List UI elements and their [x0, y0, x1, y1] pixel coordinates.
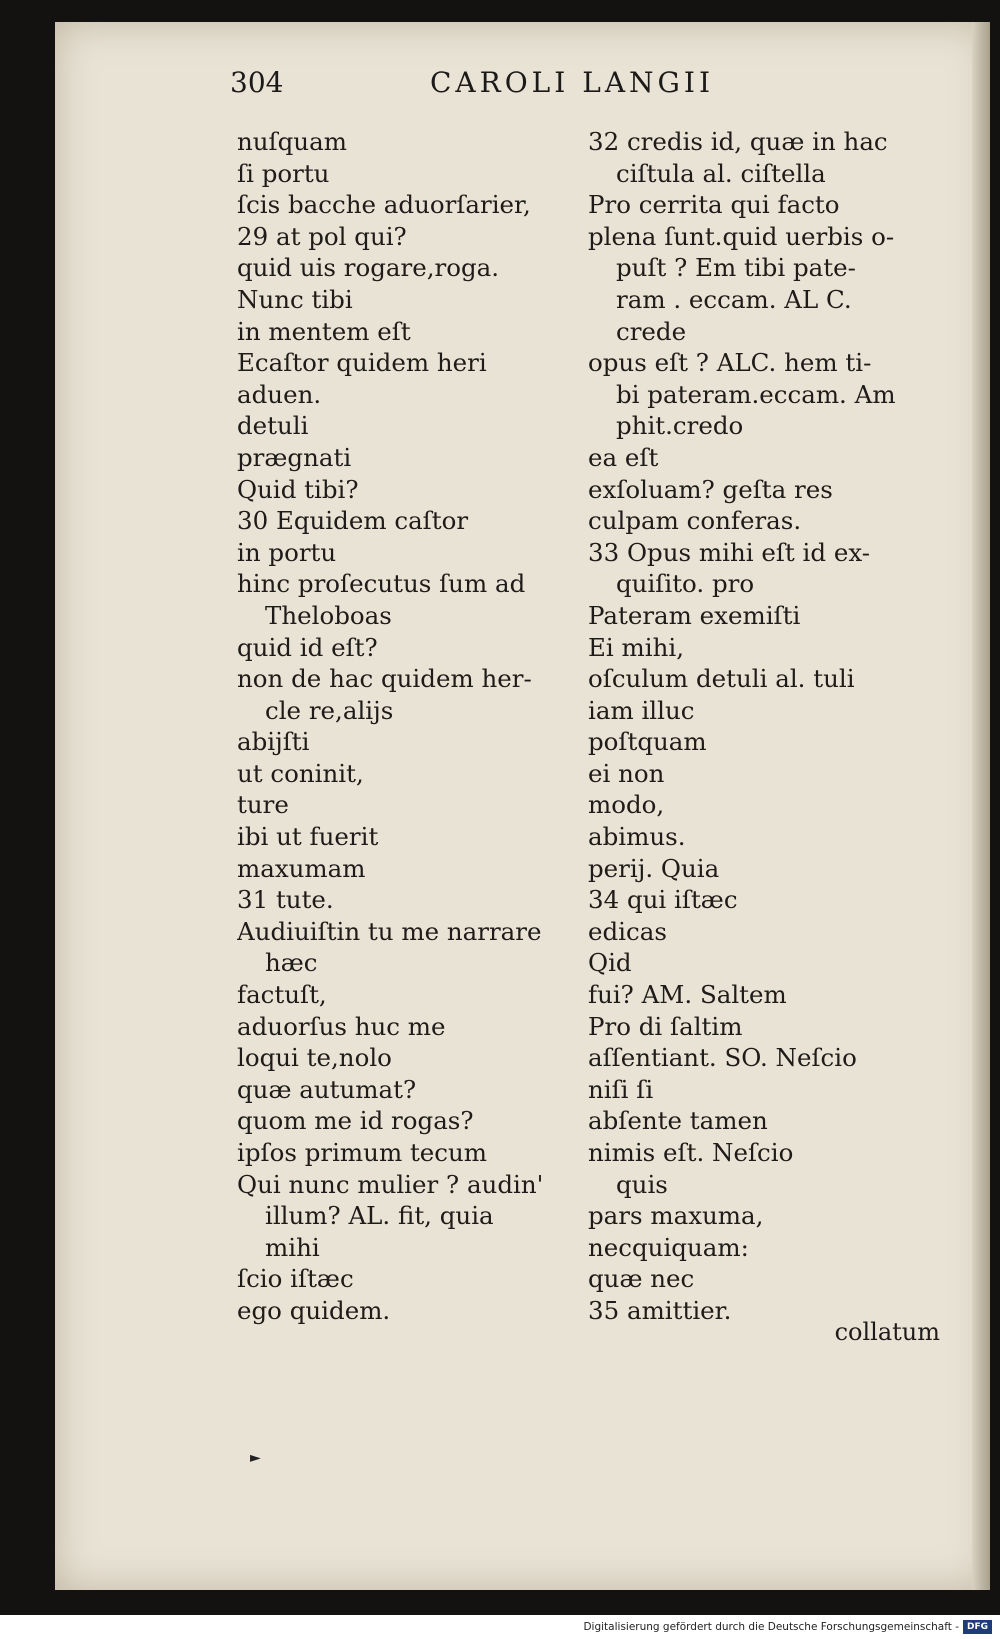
- text-line: oſculum detuli al. tuli: [588, 664, 855, 694]
- text-line: quiſito. pro: [616, 569, 755, 599]
- running-title: CAROLI LANGII: [430, 66, 715, 99]
- text-line: pars maxuma,: [588, 1201, 764, 1231]
- text-line: iam illuc: [588, 695, 695, 725]
- text-line: in portu: [237, 537, 337, 567]
- catchword: collatum: [834, 1318, 940, 1346]
- text-line: non de hac quidem her-: [237, 664, 532, 694]
- text-line: 31 tute.: [237, 885, 334, 915]
- text-line: 32 credis id, quæ in hac: [588, 127, 888, 156]
- text-line: hinc proſecutus ſum ad: [237, 569, 526, 599]
- text-line: niſi ſi: [588, 1074, 654, 1104]
- text-line: cle re,alijs: [265, 695, 394, 725]
- text-line: mihi: [265, 1232, 320, 1262]
- text-line: ſcis bacche aduorſarier,: [237, 190, 531, 220]
- left-column: [237, 126, 582, 1327]
- text-line: quæ nec: [588, 1264, 695, 1294]
- text-line: Theloboas: [265, 600, 392, 630]
- text-line: maxumam: [237, 853, 366, 883]
- text-line: perij. Quia: [588, 853, 720, 883]
- text-line: abimus.: [588, 822, 686, 852]
- text-line: 29 at pol qui?: [237, 221, 407, 251]
- text-line: Audiuiſtin tu me narrare: [237, 916, 542, 946]
- text-line: ea eſt: [588, 442, 659, 472]
- text-line: necquiquam:: [588, 1232, 749, 1262]
- text-line: puſt ? Em tibi pate-: [616, 253, 856, 283]
- page-header: [230, 66, 850, 106]
- text-line: ibi ut fuerit: [237, 822, 379, 852]
- text-line: illum? AL. fit, quia: [265, 1201, 494, 1231]
- text-line: abſente tamen: [588, 1106, 768, 1136]
- text-line: detuli: [237, 411, 309, 441]
- text-line: nuſquam: [237, 127, 347, 156]
- text-line: ram . eccam. AL C.: [616, 284, 852, 314]
- text-line: quid id eſt?: [237, 632, 378, 662]
- footer-credit: Digitalisierung gefördert durch die Deutsche Forschungsgemeinschaft -: [583, 1621, 959, 1633]
- text-line: bi pateram.eccam. Am: [616, 379, 896, 409]
- text-line: Qui nunc mulier ? audin': [237, 1169, 544, 1199]
- text-line: 35 amittier.: [588, 1295, 732, 1325]
- text-line: aduorſus huc me: [237, 1011, 446, 1041]
- text-line: Pro di ſaltim: [588, 1011, 743, 1041]
- text-line: 30 Equidem caſtor: [237, 506, 469, 536]
- text-line: factuſt,: [237, 980, 327, 1010]
- text-line: nimis eſt. Neſcio: [588, 1138, 794, 1167]
- bullet-mark-icon: ►: [250, 1450, 261, 1466]
- text-line: in mentem eſt: [237, 316, 411, 346]
- text-line: 34 qui iſtæc: [588, 885, 738, 915]
- text-line: Quid tibi?: [237, 474, 359, 504]
- text-line: phit.credo: [616, 411, 744, 441]
- text-line: abijſti: [237, 727, 310, 757]
- text-line: ſi portu: [237, 158, 330, 188]
- text-line: quis: [616, 1169, 668, 1199]
- text-line: 33 Opus mihi eſt id ex-: [588, 537, 871, 567]
- page-edge: [972, 22, 990, 1590]
- text-line: ture: [237, 790, 289, 820]
- text-line: Pateram exemiſti: [588, 600, 801, 630]
- footer-bar: [0, 1615, 1000, 1639]
- text-line: Nunc tibi: [237, 284, 353, 314]
- text-line: ipſos primum tecum: [237, 1138, 488, 1167]
- text-line: exſoluam? geſta res: [588, 474, 833, 504]
- text-line: poſtquam: [588, 727, 707, 757]
- page-number: 304: [230, 66, 284, 99]
- text-line: aſſentiant. SO. Neſcio: [588, 1043, 857, 1073]
- text-line: Ei mihi,: [588, 632, 684, 662]
- text-line: Ecaſtor quidem heri: [237, 348, 487, 378]
- text-line: aduen.: [237, 379, 322, 409]
- text-line: prægnati: [237, 442, 352, 472]
- text-line: ei non: [588, 758, 665, 788]
- text-line: ciſtula al. ciſtella: [616, 158, 826, 188]
- text-line: ut coninit,: [237, 758, 364, 788]
- dfg-logo: DFG: [963, 1620, 992, 1634]
- text-line: loqui te,nolo: [237, 1043, 392, 1073]
- text-line: edicas: [588, 916, 667, 946]
- text-line: crede: [616, 316, 687, 346]
- text-line: quæ autumat?: [237, 1074, 417, 1104]
- text-line: fui? AM. Saltem: [588, 980, 787, 1010]
- text-line: quom me id rogas?: [237, 1106, 474, 1136]
- right-column: [588, 126, 918, 1327]
- text-line: modo,: [588, 790, 665, 820]
- text-line: culpam conferas.: [588, 506, 802, 536]
- text-line: ego quidem.: [237, 1295, 391, 1325]
- text-line: ſcio iſtæc: [237, 1264, 354, 1294]
- text-line: Qid: [588, 948, 632, 978]
- text-line: quid uis rogare,roga.: [237, 253, 500, 283]
- text-line: Pro cerrita qui facto: [588, 190, 840, 220]
- text-line: hæc: [265, 948, 318, 978]
- text-line: plena ſunt.quid uerbis o-: [588, 221, 895, 251]
- text-line: opus eſt ? ALC. hem ti-: [588, 348, 872, 378]
